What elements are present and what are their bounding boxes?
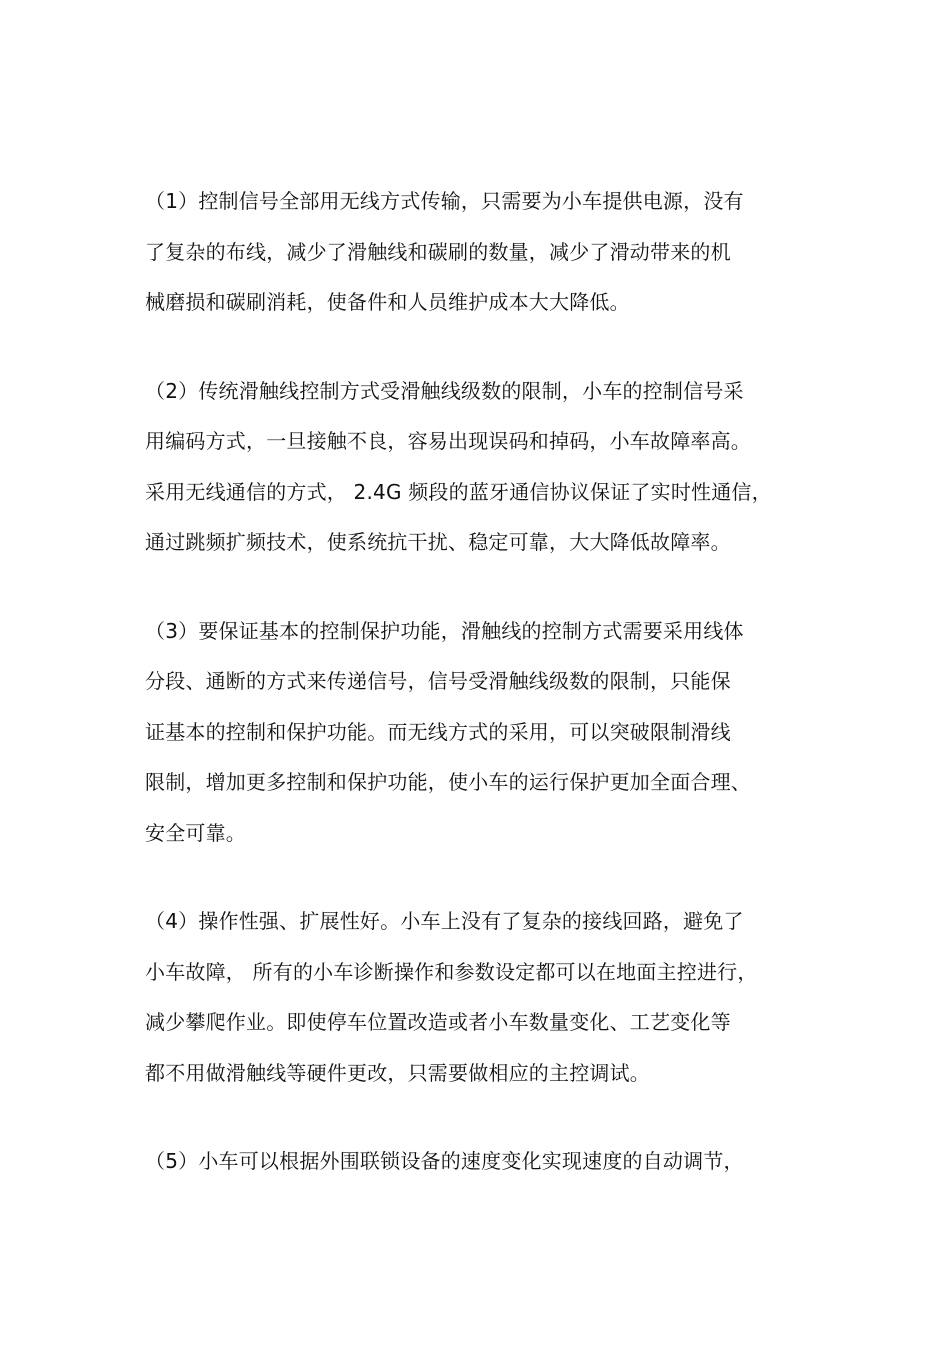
text-line: 通过跳频扩频技术，使系统抗干扰、稳定可靠，大大降低故障率。 bbox=[145, 530, 731, 554]
text-line: 安全可靠。 bbox=[145, 820, 246, 845]
text-line: （5）小车可以根据外围联锁设备的速度变化实现速度的自动调节， bbox=[145, 1149, 744, 1173]
paragraph-1 bbox=[145, 176, 785, 328]
document-body bbox=[145, 176, 785, 1225]
text-line: 减少攀爬作业。即使停车位置改造或者小车数量变化、工艺变化等 bbox=[145, 1010, 731, 1034]
text-line: （3）要保证基本的控制保护功能，滑触线的控制方式需要采用线体 bbox=[145, 618, 744, 643]
text-line: 都不用做滑触线等硬件更改，只需要做相应的主控调试。 bbox=[145, 1060, 650, 1085]
text-line: 械磨损和碳刷消耗，使备件和人员维护成本大大降低。 bbox=[145, 290, 630, 314]
text-line: 用编码方式，一旦接触不良，容易出现误码和掉码，小车故障率高。 bbox=[145, 429, 751, 453]
text-line: 证基本的控制和保护功能。而无线方式的采用，可以突破限制滑线 bbox=[145, 719, 731, 744]
text-line: 采用无线通信的方式， 2.4G 频段的蓝牙通信协议保证了实时性通信， bbox=[145, 479, 772, 504]
text-line: 分段、通断的方式来传递信号，信号受滑触线级数的限制，只能保 bbox=[145, 669, 731, 693]
text-line: （4）操作性强、扩展性好。小车上没有了复杂的接线回路，避免了 bbox=[145, 909, 744, 933]
paragraph-4 bbox=[145, 896, 785, 1098]
paragraph-3 bbox=[145, 606, 785, 859]
text-line: 限制，增加更多控制和保护功能，使小车的运行保护更加全面合理、 bbox=[145, 770, 751, 794]
paragraph-5 bbox=[145, 1136, 785, 1187]
text-line: 了复杂的布线，减少了滑触线和碳刷的数量，减少了滑动带来的机 bbox=[145, 239, 731, 264]
text-line: 小车故障， 所有的小车诊断操作和参数设定都可以在地面主控进行， bbox=[145, 959, 758, 984]
paragraph-2 bbox=[145, 366, 785, 568]
text-line: （2）传统滑触线控制方式受滑触线级数的限制，小车的控制信号采 bbox=[145, 378, 744, 403]
text-line: （1）控制信号全部用无线方式传输，只需要为小车提供电源，没有 bbox=[145, 189, 744, 213]
